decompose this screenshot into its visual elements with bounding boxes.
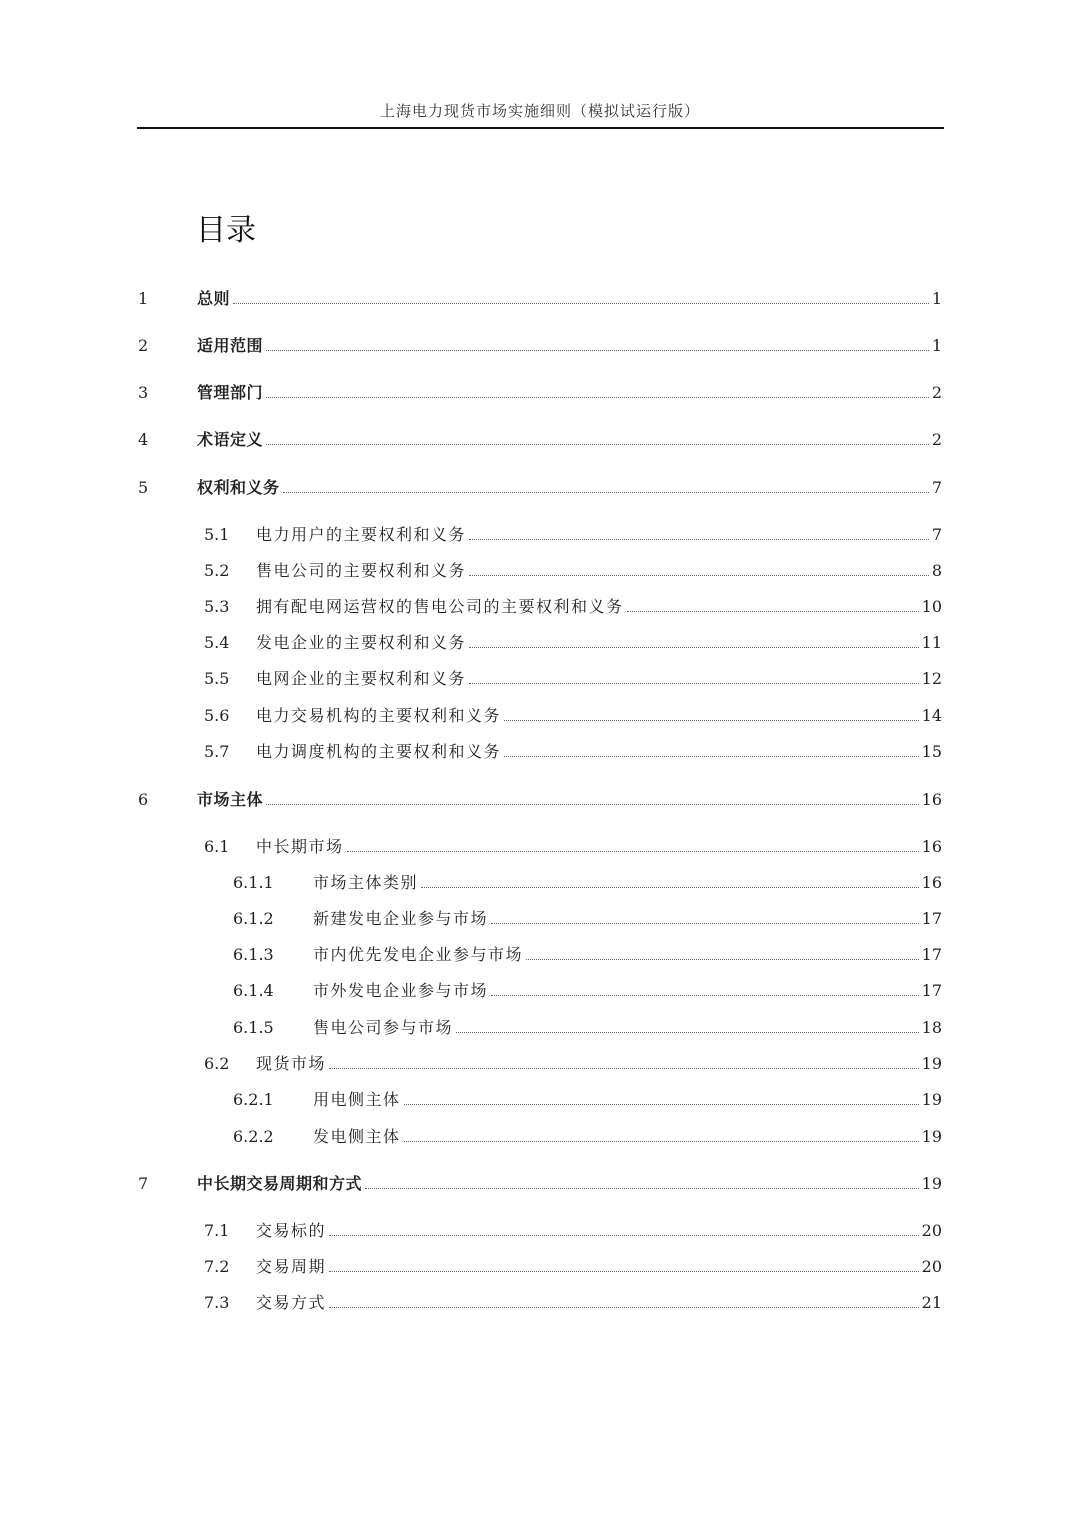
toc-entry-label: 市内优先发电企业参与市场 xyxy=(313,945,524,964)
toc-entry[interactable] xyxy=(204,1052,942,1074)
toc-entry-page-number: 18 xyxy=(921,1018,942,1037)
toc-entry-label: 电网企业的主要权利和义务 xyxy=(256,669,467,688)
toc-dot-leader xyxy=(266,350,929,351)
toc-entry-label: 市场主体 xyxy=(197,790,264,809)
toc-dot-leader xyxy=(421,887,919,888)
toc-entry-number: 6.1.4 xyxy=(233,981,274,1000)
toc-entry[interactable] xyxy=(138,788,942,810)
toc-entry-number: 5.7 xyxy=(204,742,230,761)
toc-entry-page-number: 8 xyxy=(931,561,942,580)
toc-entry-page-number: 7 xyxy=(931,478,942,497)
toc-entry-label: 权利和义务 xyxy=(197,478,280,497)
toc-dot-leader xyxy=(404,1141,919,1142)
toc-entry[interactable] xyxy=(138,287,942,309)
toc-entry-number: 6.2 xyxy=(204,1054,230,1073)
toc-title: 目录 xyxy=(196,213,256,248)
toc-entry[interactable] xyxy=(233,979,942,1001)
toc-entry-page-number: 10 xyxy=(921,597,942,616)
toc-entry-page-number: 17 xyxy=(921,909,942,928)
toc-entry-label: 中长期市场 xyxy=(256,837,344,856)
toc-entry-label: 用电侧主体 xyxy=(313,1090,401,1109)
toc-entry-label: 适用范围 xyxy=(197,336,264,355)
toc-entry-page-number: 1 xyxy=(931,336,942,355)
toc-entry-label: 现货市场 xyxy=(256,1054,327,1073)
toc-entry-number: 4 xyxy=(138,430,149,449)
toc-entry-number: 6.1.5 xyxy=(233,1018,274,1037)
toc-entry-page-number: 1 xyxy=(931,289,942,308)
toc-entry-label: 拥有配电网运营权的售电公司的主要权利和义务 xyxy=(256,597,624,616)
toc-entry-label: 电力调度机构的主要权利和义务 xyxy=(256,742,502,761)
toc-entry-label: 发电侧主体 xyxy=(313,1127,401,1146)
toc-entry-label: 术语定义 xyxy=(197,430,264,449)
toc-dot-leader xyxy=(233,303,929,304)
toc-entry-page-number: 20 xyxy=(921,1257,942,1276)
toc-entry-number: 5 xyxy=(138,478,149,497)
toc-entry-label: 电力交易机构的主要权利和义务 xyxy=(256,706,502,725)
toc-entry-number: 5.6 xyxy=(204,706,230,725)
toc-entry-label: 市外发电企业参与市场 xyxy=(313,981,489,1000)
toc-entry-label: 管理部门 xyxy=(197,383,264,402)
toc-entry-number: 5.2 xyxy=(204,561,230,580)
toc-entry[interactable] xyxy=(204,835,942,857)
toc-entry-page-number: 16 xyxy=(921,837,942,856)
toc-dot-leader xyxy=(404,1104,919,1105)
toc-dot-leader xyxy=(283,492,929,493)
toc-entry[interactable] xyxy=(138,428,942,450)
toc-entry[interactable] xyxy=(204,631,942,653)
toc-dot-leader xyxy=(469,647,919,648)
toc-entry-number: 6.1 xyxy=(204,837,230,856)
toc-dot-leader xyxy=(266,804,919,805)
toc-entry-page-number: 20 xyxy=(921,1221,942,1240)
toc-entry-page-number: 2 xyxy=(931,430,942,449)
toc-entry-number: 6 xyxy=(138,790,149,809)
toc-entry-number: 7 xyxy=(138,1174,149,1193)
toc-entry-page-number: 11 xyxy=(921,633,942,652)
toc-entry[interactable] xyxy=(138,1172,942,1194)
toc-entry-label: 售电公司参与市场 xyxy=(313,1018,454,1037)
toc-entry-page-number: 17 xyxy=(921,981,942,1000)
toc-entry[interactable] xyxy=(204,667,942,689)
toc-entry[interactable] xyxy=(233,943,942,965)
toc-entry-page-number: 21 xyxy=(921,1293,942,1312)
toc-entry-page-number: 19 xyxy=(921,1174,942,1193)
toc-dot-leader xyxy=(456,1032,919,1033)
toc-entry-page-number: 16 xyxy=(921,873,942,892)
toc-entry-page-number: 7 xyxy=(931,525,942,544)
toc-entry[interactable] xyxy=(204,740,942,762)
toc-entry-label: 售电公司的主要权利和义务 xyxy=(256,561,467,580)
toc-dot-leader xyxy=(491,923,919,924)
toc-entry[interactable] xyxy=(138,476,942,498)
toc-entry-page-number: 19 xyxy=(921,1054,942,1073)
page-header-title: 上海电力现货市场实施细则（模拟试运行版） xyxy=(379,102,700,120)
toc-entry[interactable] xyxy=(233,871,942,893)
toc-entry-number: 7.1 xyxy=(204,1221,230,1240)
toc-dot-leader xyxy=(329,1271,919,1272)
toc-entry-label: 新建发电企业参与市场 xyxy=(313,909,489,928)
toc-entry-number: 6.1.3 xyxy=(233,945,274,964)
toc-entry[interactable] xyxy=(204,1219,942,1241)
toc-entry-label: 交易标的 xyxy=(256,1221,327,1240)
toc-dot-leader xyxy=(266,444,929,445)
toc-entry-label: 交易周期 xyxy=(256,1257,327,1276)
toc-entry-number: 6.1.2 xyxy=(233,909,274,928)
toc-dot-leader xyxy=(329,1068,919,1069)
toc-entry-number: 7.2 xyxy=(204,1257,230,1276)
toc-entry-label: 交易方式 xyxy=(256,1293,327,1312)
toc-entry[interactable] xyxy=(138,334,942,356)
toc-entry-number: 5.1 xyxy=(204,525,230,544)
toc-dot-leader xyxy=(627,611,919,612)
toc-entry[interactable] xyxy=(138,381,942,403)
toc-dot-leader xyxy=(365,1188,919,1189)
toc-dot-leader xyxy=(329,1307,919,1308)
toc-entry-label: 中长期交易周期和方式 xyxy=(197,1174,363,1193)
toc-entry[interactable] xyxy=(233,1088,942,1110)
toc-entry-number: 7.3 xyxy=(204,1293,230,1312)
toc-entry-number: 6.1.1 xyxy=(233,873,274,892)
toc-entry-page-number: 12 xyxy=(921,669,942,688)
toc-dot-leader xyxy=(329,1235,919,1236)
toc-entry[interactable] xyxy=(233,1125,942,1147)
toc-entry[interactable] xyxy=(204,595,942,617)
toc-entry-label: 电力用户的主要权利和义务 xyxy=(256,525,467,544)
toc-entry[interactable] xyxy=(233,1016,942,1038)
toc-entry-page-number: 14 xyxy=(921,706,942,725)
toc-entry-number: 5.5 xyxy=(204,669,230,688)
toc-entry[interactable] xyxy=(204,1255,942,1277)
toc-entry-number: 1 xyxy=(138,289,149,308)
toc-entry[interactable] xyxy=(204,559,942,581)
toc-entry[interactable] xyxy=(204,523,942,545)
toc-entry-page-number: 17 xyxy=(921,945,942,964)
toc-entry-page-number: 19 xyxy=(921,1127,942,1146)
toc-dot-leader xyxy=(491,995,919,996)
toc-dot-leader xyxy=(504,756,919,757)
toc-entry-number: 3 xyxy=(138,383,149,402)
toc-dot-leader xyxy=(266,397,929,398)
toc-entry-page-number: 19 xyxy=(921,1090,942,1109)
toc-dot-leader xyxy=(469,539,929,540)
toc-entry-page-number: 15 xyxy=(921,742,942,761)
toc-entry-page-number: 2 xyxy=(931,383,942,402)
toc-dot-leader xyxy=(347,851,919,852)
toc-entry-label: 市场主体类别 xyxy=(313,873,419,892)
toc-entry-label: 总则 xyxy=(197,289,231,308)
toc-dot-leader xyxy=(469,575,929,576)
toc-dot-leader xyxy=(526,959,919,960)
toc-entry-label: 发电企业的主要权利和义务 xyxy=(256,633,467,652)
toc-dot-leader xyxy=(504,720,919,721)
toc-entry[interactable] xyxy=(204,704,942,726)
toc-entry-number: 2 xyxy=(138,336,149,355)
toc-entry[interactable] xyxy=(233,907,942,929)
toc-entry[interactable] xyxy=(204,1291,942,1313)
toc-dot-leader xyxy=(469,683,919,684)
toc-entry-number: 5.3 xyxy=(204,597,230,616)
toc-entry-number: 6.2.1 xyxy=(233,1090,274,1109)
toc-entry-number: 6.2.2 xyxy=(233,1127,274,1146)
toc-entry-page-number: 16 xyxy=(921,790,942,809)
toc-entry-number: 5.4 xyxy=(204,633,230,652)
